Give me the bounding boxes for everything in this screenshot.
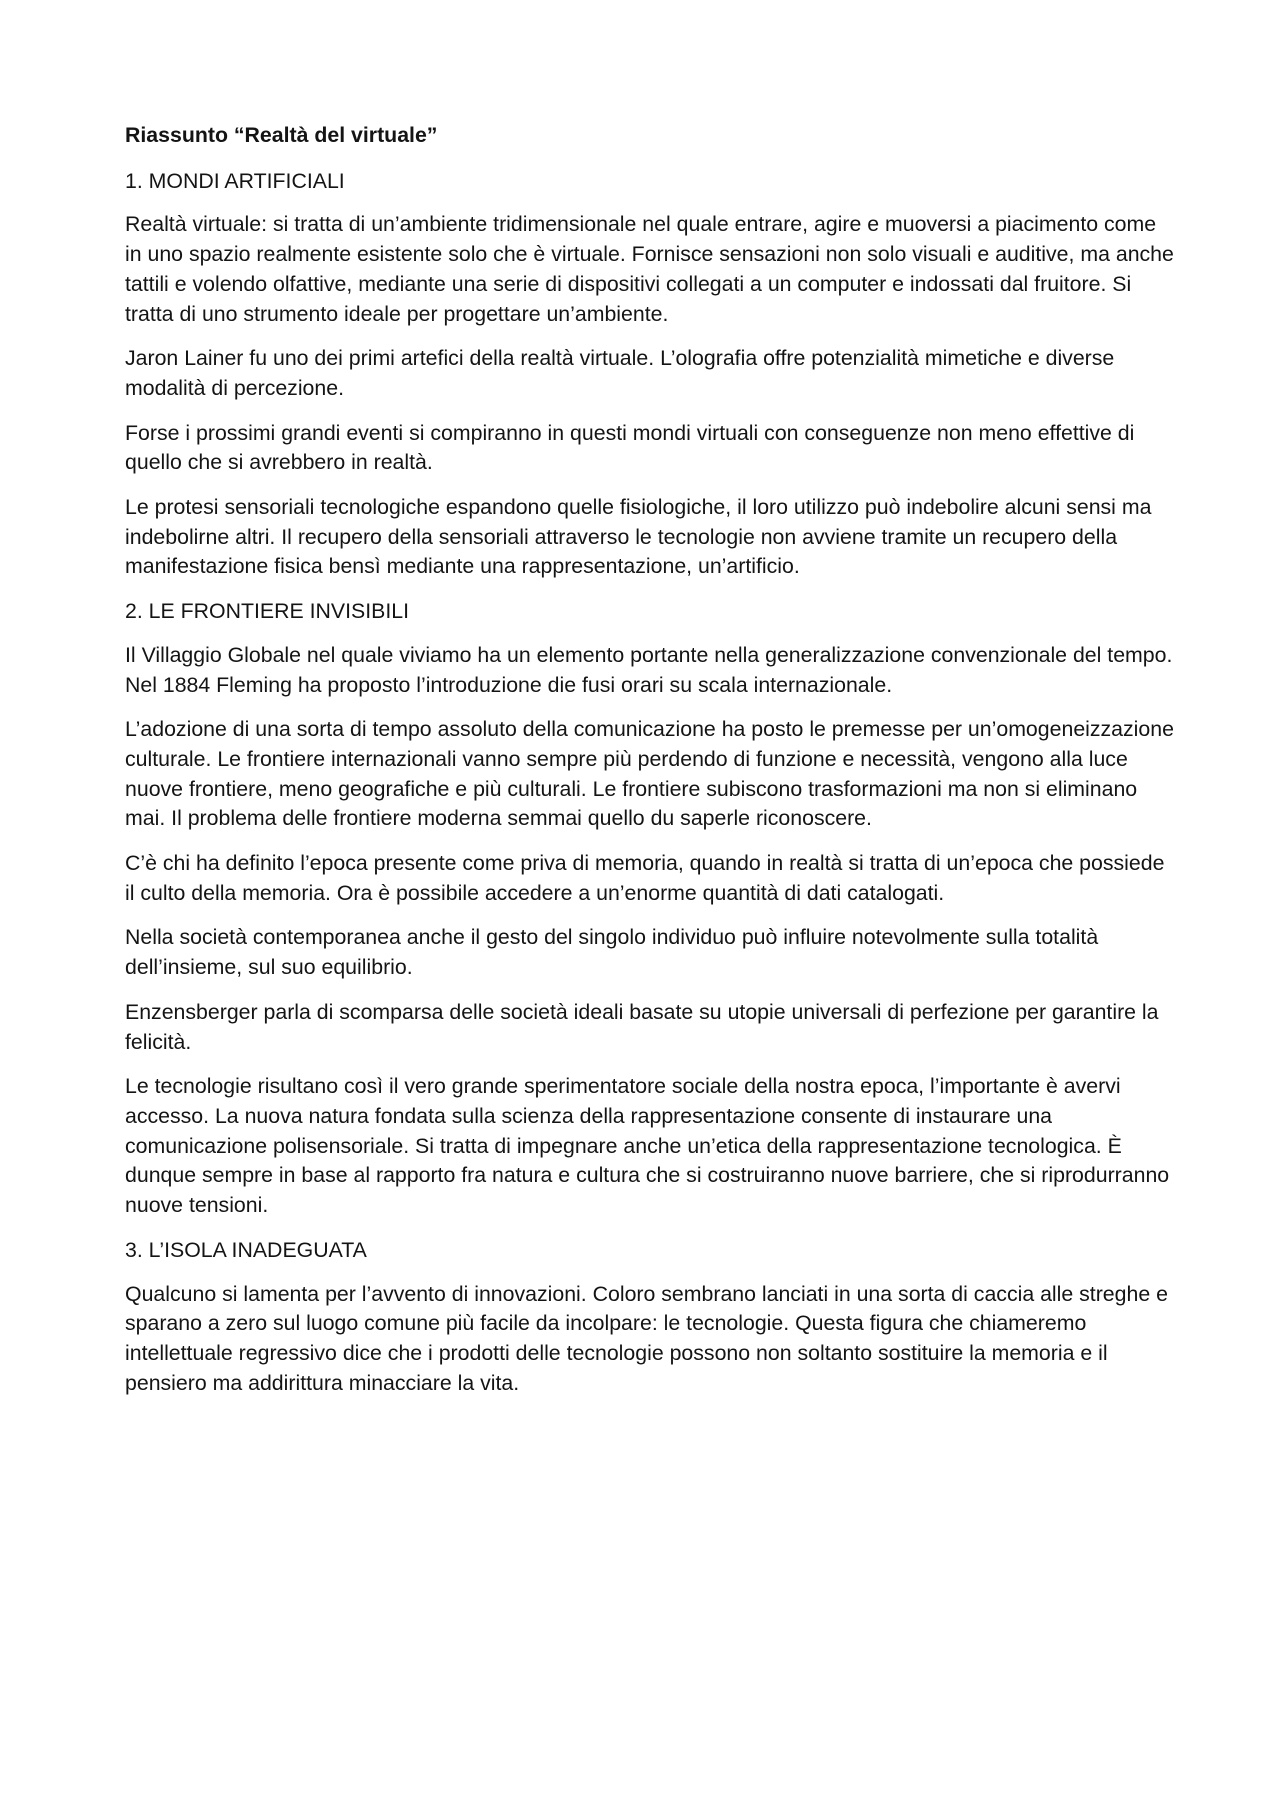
section-frontiere-invisibili xyxy=(125,597,1175,1221)
paragraph: L’adozione di una sorta di tempo assoluto della comunicazione ha posto le premesse per un’omogeneizzazione culturale. Le frontiere internazionali vanno sempre più perdendo di funzione e necessità, vengono alla luce nuove frontiere, meno geografiche e più culturali. Le frontiere subiscono trasformazioni ma non si eliminano mai. Il problema delle frontiere moderna semmai quello du saperle riconoscere. xyxy=(125,717,1174,831)
section-heading: 2. LE FRONTIERE INVISIBILI xyxy=(125,599,410,624)
paragraph: Enzensberger parla di scomparsa delle società ideali basate su utopie universali di perfezione per garantire la felicità. xyxy=(125,999,1159,1054)
section-isola-inadeguata xyxy=(125,1236,1175,1399)
paragraph: Il Villaggio Globale nel quale viviamo ha un elemento portante nella generalizzazione convenzionale del tempo. Nel 1884 Fleming ha proposto l’introduzione die fusi orari su scala internazionale. xyxy=(125,642,1173,697)
paragraph: C’è chi ha definito l’epoca presente come priva di memoria, quando in realtà si tratta di un’epoca che possiede il culto della memoria. Ora è possibile accedere a un’enorme quantità di dati catalogati. xyxy=(125,851,1165,905)
section-mondi-artificiali xyxy=(125,167,1175,582)
paragraph: Le tecnologie risultano così il vero grande sperimentatore sociale della nostra epoca, l’importante è avervi accesso. La nuova natura fondata sulla scienza della rappresentazione consente di instaurare una comunicazione polisensoriale. Si tratta di impegnare anche un’etica della rappresentazione tecnologica. È dunque sempre in base al rapporto fra natura e cultura che si costruiranno nuove barriere, che si riprodurranno nuove tensioni. xyxy=(125,1074,1170,1218)
paragraph: Jaron Lainer fu uno dei primi artefici della realtà virtuale. L’olografia offre potenzialità mimetiche e diverse modalità di percezione. xyxy=(125,346,1115,400)
section-heading: 3. L’ISOLA INADEGUATA xyxy=(125,1237,367,1262)
paragraph: Nella società contemporanea anche il gesto del singolo individuo può influire notevolmente sulla totalità dell’insieme, sul suo equilibrio. xyxy=(125,925,1099,980)
paragraph: Realtà virtuale: si tratta di un’ambiente tridimensionale nel quale entrare, agire e muoversi a piacimento come in uno spazio realmente esistente solo che è virtuale. Fornisce sensazioni non solo visuali e auditive, ma anche tattili e volendo olfattive, mediante una serie di dispositivi collegati a un computer e indossati dal fruitore. Si tratta di uno strumento ideale per progettare un’ambiente. xyxy=(125,212,1174,326)
document-title: Riassunto “Realtà del virtuale” xyxy=(125,123,438,147)
paragraph: Le protesi sensoriali tecnologiche espandono quelle fisiologiche, il loro utilizzo può indebolire alcuni sensi ma indebolirne altri. Il recupero della sensoriali attraverso le tecnologie non avviene tramite un recupero della manifestazione fisica bensì mediante una rappresentazione, un’artificio. xyxy=(125,495,1152,579)
paragraph: Qualcuno si lamenta per l’avvento di innovazioni. Coloro sembrano lanciati in una sorta di caccia alle streghe e sparano a zero sul luogo comune più facile da incolpare: le tecnologie. Questa figura che chiameremo intellettuale regressivo dice che i prodotti delle tecnologie possono non soltanto sostituire la memoria e il pensiero ma addirittura minacciare la vita. xyxy=(125,1281,1168,1395)
section-heading: 1. MONDI ARTIFICIALI xyxy=(125,168,345,193)
paragraph: Forse i prossimi grandi eventi si compiranno in questi mondi virtuali con conseguenze non meno effettive di quello che si avrebbero in realtà. xyxy=(125,420,1135,475)
document-page xyxy=(125,121,1175,1413)
